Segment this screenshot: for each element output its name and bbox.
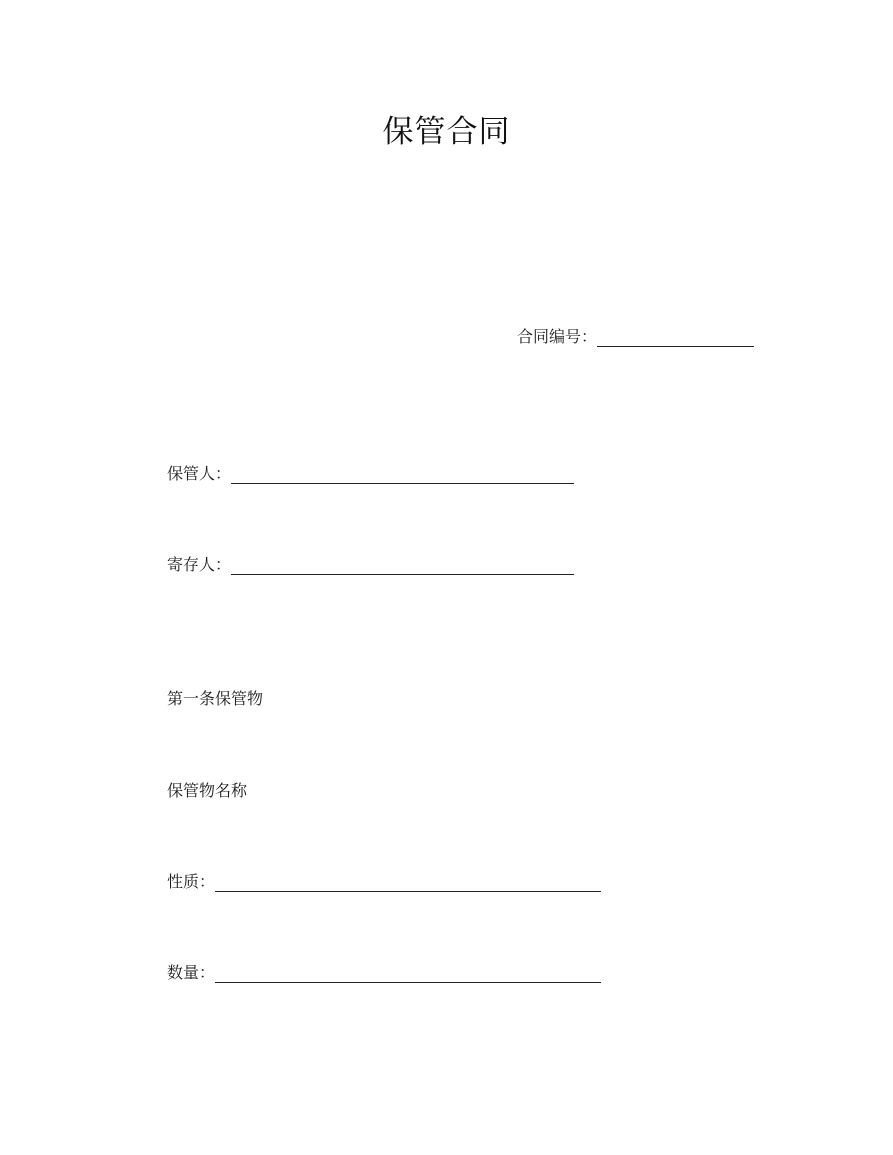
contract-number-label: 合同编号： [517,327,598,346]
document-title: 保管合同 [382,114,511,150]
custodian-row [167,464,574,484]
nature-field[interactable] [215,873,601,892]
quantity-row [167,963,601,983]
contract-number-field[interactable] [597,328,754,347]
item-name-label: 保管物名称 [167,781,248,800]
depositor-label: 寄存人： [167,555,232,574]
contract-number-row [517,327,754,347]
depositor-row [167,555,574,575]
quantity-label: 数量： [167,963,216,982]
custodian-field[interactable] [231,465,574,484]
nature-row [167,872,601,892]
quantity-field[interactable] [215,964,601,983]
depositor-field[interactable] [231,556,574,575]
custodian-label: 保管人： [167,464,232,483]
article1-heading: 第一条保管物 [167,689,264,708]
nature-label: 性质： [167,872,216,891]
